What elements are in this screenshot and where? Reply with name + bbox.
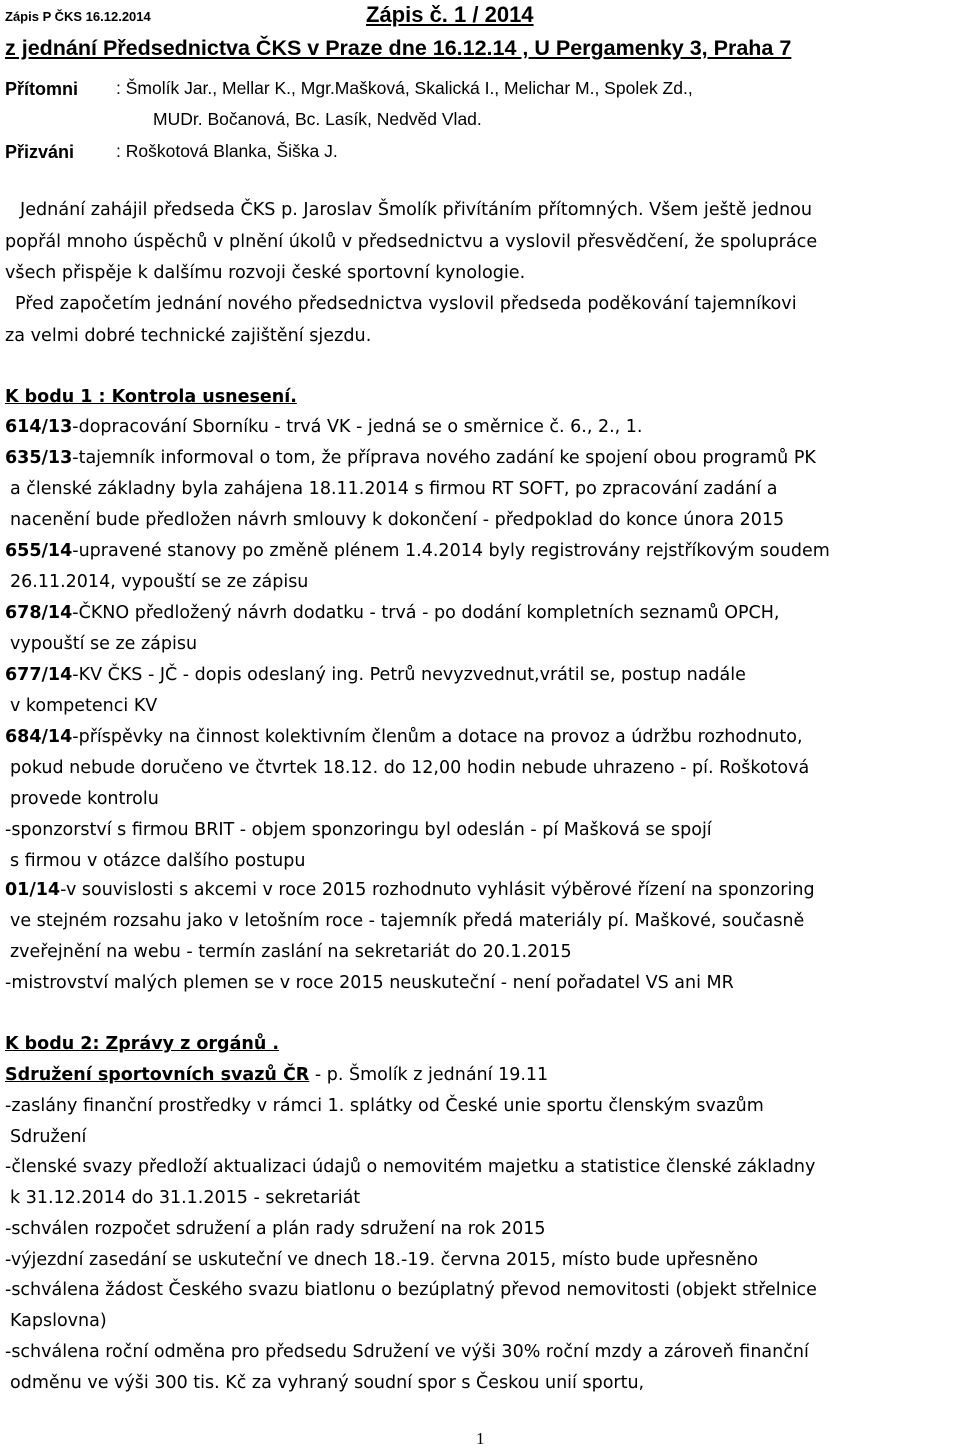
- document-title: Zápis č. 1 / 2014: [366, 2, 534, 27]
- intro-line: za velmi dobré technické zajištění sjezdu.: [5, 326, 372, 346]
- intro-line: popřál mnoho úspěchů v plnění úkolů v předsednictvu a vyslovil přesvědčení, že spolupráce: [5, 232, 818, 252]
- resolution-line: -mistrovství malých plemen se v roce 2015 neuskuteční - není pořadatel VS ani MR: [5, 973, 734, 993]
- document-subtitle: z jednání Předsednictva ČKS v Praze dne 16.12.14 , U Pergamenky 3, Praha 7: [5, 36, 792, 60]
- resolution-line: v kompetenci KV: [10, 696, 158, 716]
- page-number: 1: [476, 1429, 485, 1448]
- resolution-line: provede kontrolu: [10, 789, 159, 809]
- present-line-1: : Šmolík Jar., Mellar K., Mgr.Mašková, Skalická I., Melichar M., Spolek Zd.,: [116, 78, 693, 98]
- section-heading-bod1: K bodu 1 : Kontrola usnesení.: [5, 387, 297, 407]
- report-line: -schválen rozpočet sdružení a plán rady sdružení na rok 2015: [5, 1219, 546, 1239]
- resolution-code: 635/13: [5, 448, 73, 468]
- resolution-code: 655/14: [5, 541, 73, 561]
- resolution-line: 655/14-upravené stanovy po změně plénem 1.4.2014 byly registrovány rejstříkovým soudem: [5, 541, 830, 561]
- present-line-2: MUDr. Bočanová, Bc. Lasík, Nedvěd Vlad.: [153, 109, 482, 129]
- resolution-code: 684/14: [5, 727, 73, 747]
- resolution-line: 677/14-KV ČKS - JČ - dopis odeslaný ing. Petrů nevyzvednut,vrátil se, postup nadále: [5, 665, 746, 685]
- resolution-line: 635/13-tajemník informoval o tom, že příprava nového zadání ke spojení obou programů PK: [5, 448, 816, 468]
- resolution-line: -sponzorství s firmou BRIT - objem sponzoringu byl odeslán - pí Mašková se spojí: [5, 820, 712, 840]
- intro-line: Jednání zahájil předseda ČKS p. Jaroslav Šmolík přivítáním přítomných. Všem ještě jednou: [20, 200, 813, 220]
- report-line: -členské svazy předloží aktualizaci údajů o nemovitém majetku a statistice členské základny: [5, 1157, 816, 1177]
- resolution-code: 614/13: [5, 417, 73, 437]
- report-line: -schválena žádost Českého svazu biatlonu o bezúplatný převod nemovitosti (objekt střelnice: [5, 1280, 817, 1300]
- resolution-line: nacenění bude předložen návrh smlouvy k dokončení - předpoklad do konce února 2015: [10, 510, 785, 530]
- intro-line: všech přispěje k dalšímu rozvoji české sportovní kynologie.: [5, 263, 526, 283]
- subsection-title: Sdružení sportovních svazů ČR: [5, 1065, 310, 1085]
- report-line: Sdružení: [10, 1127, 87, 1147]
- report-line: odměnu ve výši 300 tis. Kč za vyhraný soudní spor s Českou unií sportu,: [10, 1373, 645, 1393]
- corner-note: Zápis P ČKS 16.12.2014: [5, 9, 151, 24]
- report-line: -výjezdní zasedání se uskuteční ve dnech 18.-19. června 2015, místo bude upřesněno: [5, 1250, 759, 1270]
- resolution-line: a členské základny byla zahájena 18.11.2014 s firmou RT SOFT, po zpracování zadání a: [10, 479, 778, 499]
- resolution-line: 26.11.2014, vypouští se ze zápisu: [10, 572, 309, 592]
- resolution-line: 678/14-ČKNO předložený návrh dodatku - trvá - po dodání kompletních seznamů OPCH,: [5, 603, 780, 623]
- resolution-line: pokud nebude doručeno ve čtvrtek 18.12. do 12,00 hodin nebude uhrazeno - pí. Roškotová: [10, 758, 810, 778]
- present-label: Přítomni: [5, 79, 79, 99]
- resolution-line: vypouští se ze zápisu: [10, 634, 198, 654]
- resolution-code: 678/14: [5, 603, 73, 623]
- resolution-line: ve stejném rozsahu jako v letošním roce - tajemník předá materiály pí. Maškové, současně: [10, 911, 805, 931]
- resolution-line: 01/14-v souvislosti s akcemi v roce 2015 rozhodnuto vyhlásit výběrové řízení na sponzoring: [5, 880, 815, 900]
- report-line: -schválena roční odměna pro předsedu Sdružení ve výši 30% roční mzdy a zároveň finanční: [5, 1342, 809, 1362]
- report-line: Kapslovna): [10, 1311, 107, 1331]
- report-line: k 31.12.2014 do 31.1.2015 - sekretariát: [10, 1188, 361, 1208]
- resolution-line: s firmou v otázce dalšího postupu: [10, 851, 306, 871]
- resolution-code: 01/14: [5, 880, 61, 900]
- resolution-line: zveřejnění na webu - termín zaslání na sekretariát do 20.1.2015: [10, 942, 572, 962]
- subsection-heading: Sdružení sportovních svazů ČR - p. Šmolík z jednání 19.11: [5, 1065, 549, 1085]
- resolution-code: 677/14: [5, 665, 73, 685]
- report-line: -zaslány finanční prostředky v rámci 1. splátky od České unie sportu členským svazům: [5, 1096, 764, 1116]
- resolution-line: 684/14-příspěvky na činnost kolektivním členům a dotace na provoz a údržbu rozhodnuto,: [5, 727, 803, 747]
- section-heading-bod2: K bodu 2: Zprávy z orgánů .: [5, 1034, 280, 1054]
- resolution-line: 614/13-dopracování Sborníku - trvá VK - jedná se o směrnice č. 6., 2., 1.: [5, 417, 643, 437]
- intro-line: Před započetím jednání nového předsednictva vyslovil předseda poděkování tajemníkovi: [15, 294, 797, 314]
- invited-line: : Roškotová Blanka, Šiška J.: [116, 141, 338, 161]
- invited-label: Přizváni: [5, 142, 75, 162]
